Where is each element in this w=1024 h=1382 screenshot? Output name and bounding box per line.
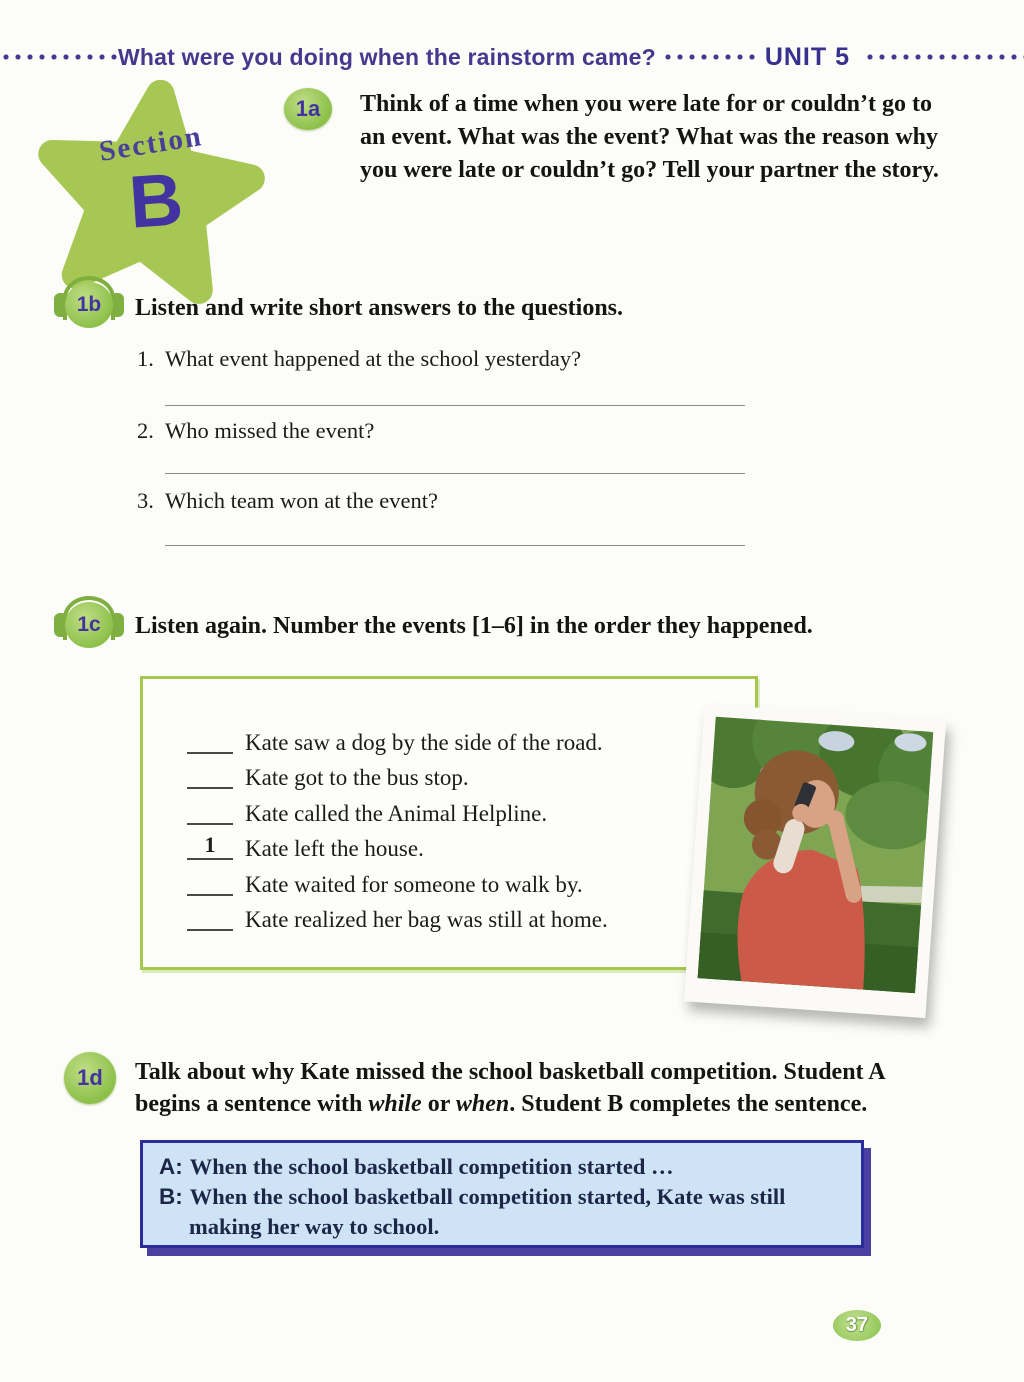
event-row	[187, 827, 424, 862]
event-text: Kate called the Animal Helpline.	[245, 801, 548, 826]
event-row	[187, 863, 583, 898]
speaker-b-label: B:	[159, 1184, 183, 1209]
event-row	[187, 792, 547, 827]
question-1	[137, 346, 581, 372]
event-order-blank: 1	[187, 832, 233, 860]
answer-line-3	[165, 545, 745, 546]
answer-line-1	[165, 405, 745, 406]
section-star-badge	[28, 80, 268, 305]
task-1b-heading: Listen and write short answers to the questions.	[135, 295, 624, 321]
speaker-a-label: A:	[159, 1154, 183, 1179]
task-1a-instructions: Think of a time when you were late for or couldn’t go to an event. What was the event? What was the reason why you were late or couldn’t go? Tell your partner the story.	[360, 91, 939, 183]
event-text: Kate left the house.	[245, 836, 424, 861]
event-order-blank	[187, 929, 233, 931]
unit-label: UNIT 5	[764, 42, 850, 71]
task-1d-heading-prefix: Talk about why Kate missed the school basketball competition. Student A begins a sentence with	[135, 1059, 885, 1117]
section-word: Section	[96, 120, 205, 168]
task-1d-badge: 1d	[64, 1052, 116, 1104]
event-order-blank	[187, 752, 233, 754]
answer-line-2	[165, 473, 745, 474]
task-1a-badge: 1a	[284, 88, 332, 130]
example-dialogue-box	[140, 1140, 864, 1248]
page-title: What were you doing when the rainstorm came?	[118, 43, 656, 70]
event-order-blank	[187, 787, 233, 789]
question-1-number: 1.	[137, 346, 154, 371]
task-1d-heading	[135, 1056, 951, 1120]
header-dots-right	[864, 52, 1024, 62]
task-1c-badge	[54, 596, 124, 652]
question-2-number: 2.	[137, 418, 154, 443]
events-box	[140, 676, 758, 970]
event-order-blank	[187, 823, 233, 825]
page-number-badge: 37	[833, 1310, 881, 1341]
question-2-text: Who missed the event?	[165, 418, 375, 443]
event-text: Kate realized her bag was still at home.	[245, 907, 608, 932]
task-1c-badge-label: 1c	[65, 602, 113, 648]
event-row	[187, 756, 469, 791]
dialogue-line-b	[159, 1182, 845, 1242]
event-text: Kate saw a dog by the side of the road.	[245, 730, 603, 755]
task-1c-heading: Listen again. Number the events [1–6] in the order they happened.	[135, 613, 813, 639]
section-letter: B	[126, 157, 186, 244]
dialogue-a-text: When the school basketball competition started …	[189, 1154, 674, 1179]
header-dots-middle	[662, 52, 755, 62]
event-row	[187, 898, 608, 933]
question-2	[137, 418, 374, 444]
question-3	[137, 488, 438, 514]
word-while: while	[368, 1091, 422, 1117]
event-text: Kate got to the bus stop.	[245, 765, 469, 790]
event-row	[187, 721, 603, 756]
photo-illustration	[698, 717, 934, 994]
dialogue-b-text: When the school basketball competition started, Kate was still making her way to school.	[189, 1184, 786, 1239]
question-3-number: 3.	[137, 488, 154, 513]
header-dots-left	[0, 52, 118, 62]
kate-on-phone-photo	[684, 704, 946, 1018]
page-header	[0, 40, 1024, 74]
task-1b-badge	[54, 276, 124, 332]
dialogue-line-a	[159, 1152, 845, 1182]
task-1d-heading-suffix: . Student B completes the sentence.	[509, 1091, 868, 1117]
event-text: Kate waited for someone to walk by.	[245, 872, 583, 897]
event-order-blank	[187, 894, 233, 896]
question-3-text: Which team won at the event?	[165, 488, 439, 513]
word-when: when	[455, 1091, 510, 1117]
task-1d-heading-mid: or	[421, 1091, 456, 1117]
task-1b-badge-label: 1b	[65, 282, 113, 328]
question-1-text: What event happened at the school yesterday?	[165, 346, 582, 371]
